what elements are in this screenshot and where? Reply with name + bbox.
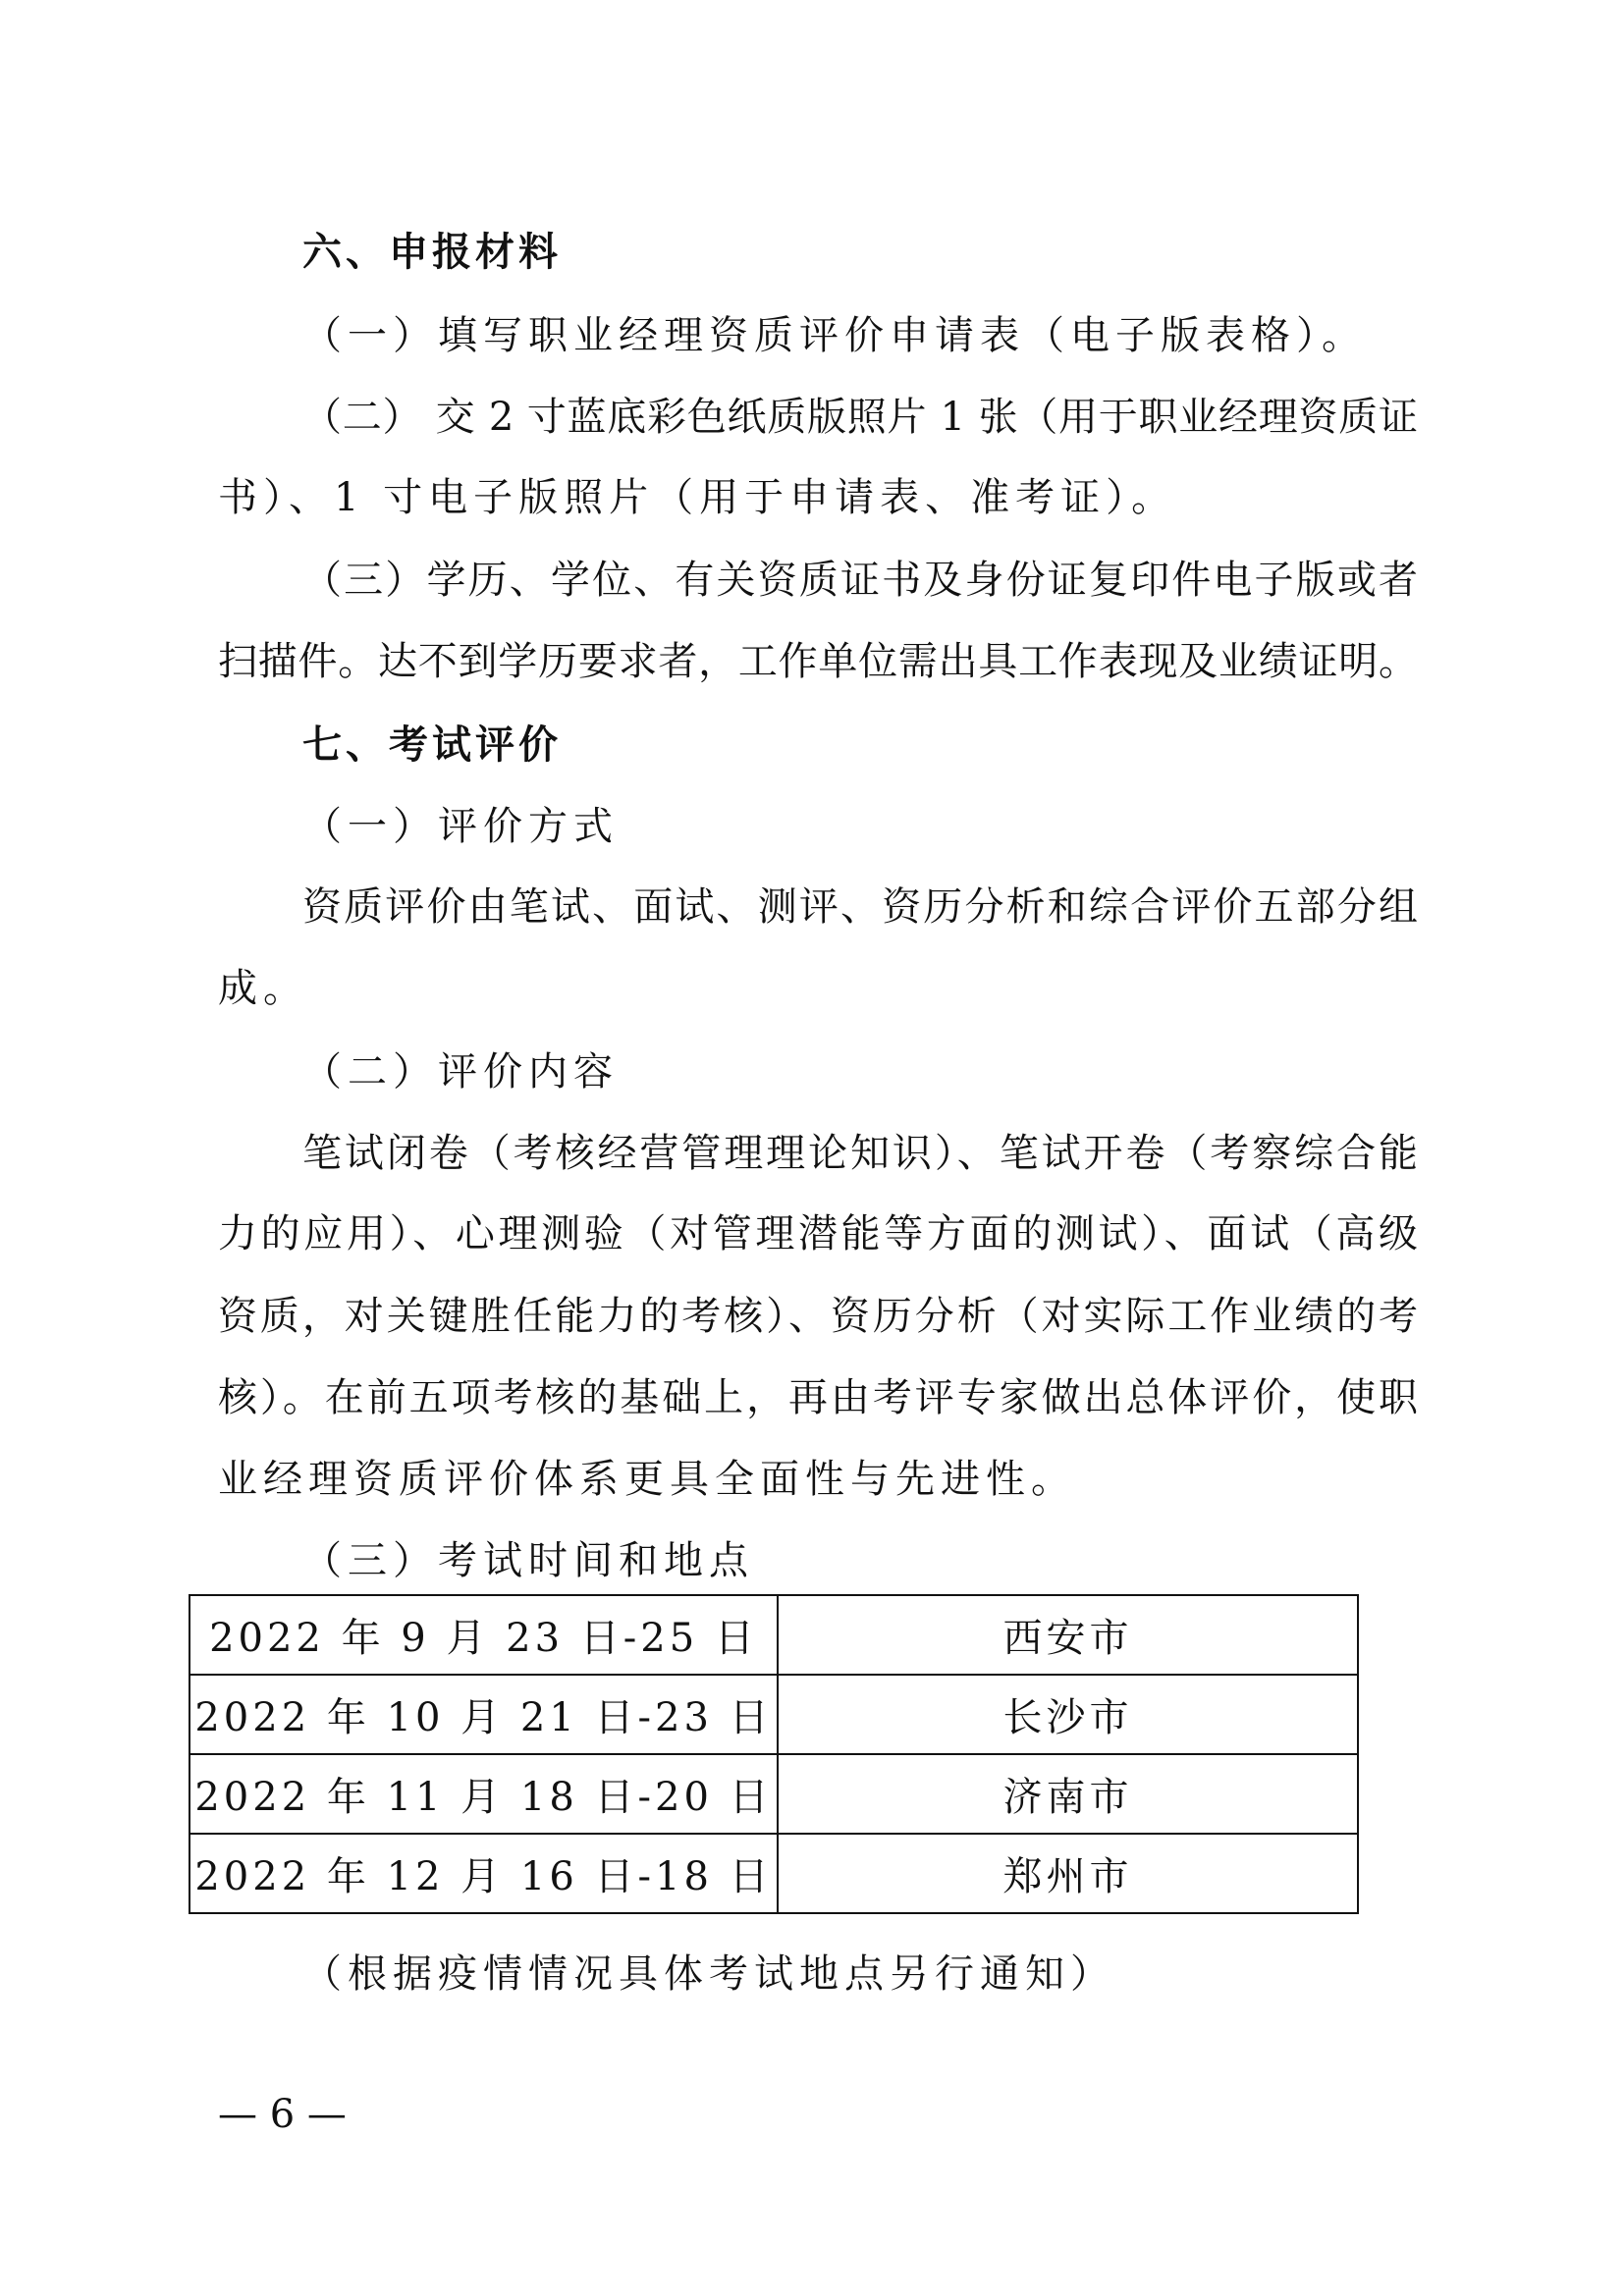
table-row [189, 1834, 1358, 1913]
section-7-sub-2-line-1: 笔试闭卷（考核经营管理理论知识）、笔试开卷（考察综合能 [302, 1131, 1418, 1176]
exam-city-cell: 郑州市 [778, 1834, 1358, 1913]
table-row [189, 1675, 1358, 1754]
table-row [189, 1754, 1358, 1834]
exam-date-cell: 2022 年 10 月 21 日-23 日 [189, 1675, 778, 1754]
section-6-item-1: （一）填写职业经理资质评价申请表（电子版表格）。 [302, 313, 1367, 358]
section-7-sub-2-line-2: 力的应用）、心理测验（对管理潜能等方面的测试）、面试（高级 [218, 1211, 1418, 1256]
exam-city-cell: 长沙市 [778, 1675, 1358, 1754]
section-7-sub-2-title: （二）评价内容 [302, 1049, 619, 1095]
section-6-item-3-line-1: （三）学历、学位、有关资质证书及身份证复印件电子版或者 [302, 558, 1418, 603]
section-7-sub-1-line-2: 成。 [218, 966, 308, 1011]
section-6-heading: 六、申报材料 [302, 230, 562, 275]
page-number: — 6 — [218, 2092, 347, 2137]
section-7-sub-1-line-1: 资质评价由笔试、面试、测评、资历分析和综合评价五部分组 [302, 884, 1418, 930]
section-7-heading: 七、考试评价 [302, 722, 562, 768]
section-6-item-2-line-2: 书）、1 寸电子版照片（用于申请表、准考证）。 [218, 475, 1177, 520]
section-7-sub-2-line-3: 资质，对关键胜任能力的考核）、资历分析（对实际工作业绩的考 [218, 1294, 1418, 1339]
section-7-sub-3-title: （三）考试时间和地点 [302, 1538, 754, 1583]
section-7-sub-1-title: （一）评价方式 [302, 804, 619, 849]
exam-date-cell: 2022 年 12 月 16 日-18 日 [189, 1834, 778, 1913]
section-7-sub-2-line-5: 业经理资质评价体系更具全面性与先进性。 [218, 1457, 1076, 1502]
exam-city-cell: 济南市 [778, 1754, 1358, 1834]
epidemic-note: （根据疫情情况具体考试地点另行通知） [302, 1951, 1115, 1997]
section-6-item-2-line-1: （二） 交 2 寸蓝底彩色纸质版照片 1 张（用于职业经理资质证 [302, 395, 1418, 440]
section-6-item-3-line-2: 扫描件。达不到学历要求者，工作单位需出具工作表现及业绩证明。 [218, 639, 1418, 684]
exam-city-cell: 西安市 [778, 1595, 1358, 1675]
exam-date-cell: 2022 年 9 月 23 日-25 日 [189, 1595, 778, 1675]
section-7-sub-2-line-4: 核）。在前五项考核的基础上，再由考评专家做出总体评价，使职 [218, 1375, 1418, 1420]
table-row [189, 1595, 1358, 1675]
exam-date-cell: 2022 年 11 月 18 日-20 日 [189, 1754, 778, 1834]
exam-schedule-table [189, 1594, 1359, 1914]
